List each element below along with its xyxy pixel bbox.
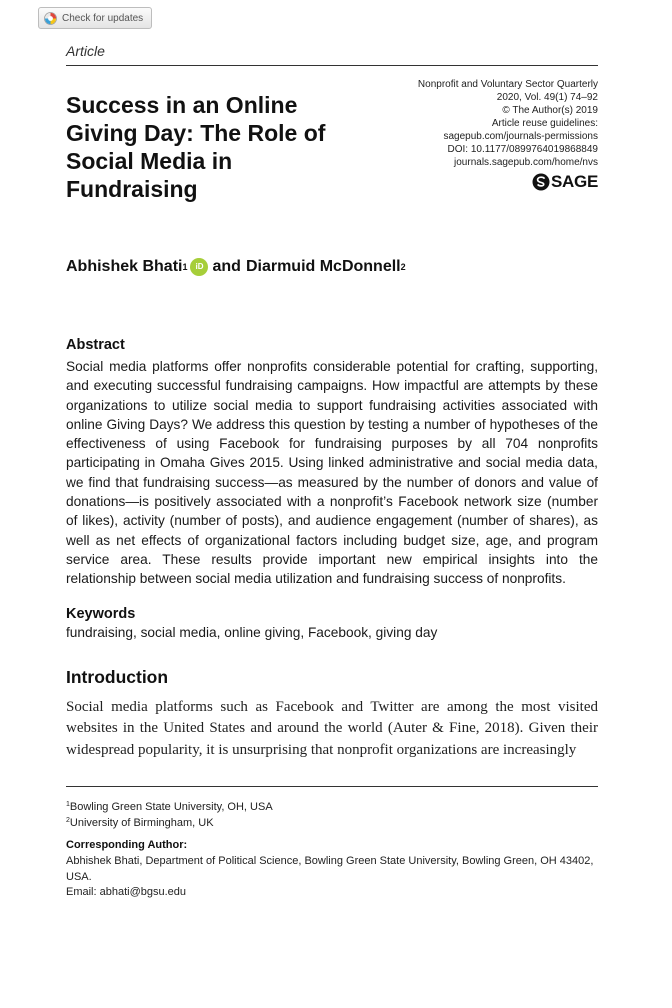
journal-volume: 2020, Vol. 49(1) 74–92 [496, 92, 598, 103]
corresponding-author-block [66, 854, 598, 901]
journal-info [418, 78, 598, 169]
affiliation-2-text: University of Birmingham, UK [69, 817, 214, 829]
header-rule [66, 65, 598, 66]
corresponding-author-email[interactable]: Email: abhati@bgsu.edu [66, 886, 187, 898]
article-title: Success in an Online Giving Day: The Role of Social Media in Fundraising [66, 92, 326, 202]
sage-logo-text: SAGE [551, 172, 598, 191]
check-for-updates-label: Check for updates [62, 12, 144, 24]
author-1-affiliation-mark: 1 [182, 262, 188, 272]
abstract-heading: Abstract [66, 337, 125, 353]
reuse-guidelines-label: Article reuse guidelines: [491, 118, 598, 129]
corresponding-author-heading: Corresponding Author: [66, 839, 188, 851]
copyright: © The Author(s) 2019 [502, 105, 598, 116]
author-2-name[interactable]: Diarmuid McDonnell [245, 258, 401, 275]
author-1-name[interactable]: Abhishek Bhati [66, 258, 183, 275]
affiliation-2 [66, 813, 214, 832]
introduction-heading: Introduction [66, 667, 169, 687]
sage-logo [532, 172, 598, 192]
keywords-heading: Keywords [66, 606, 136, 622]
corresponding-author-text: Abhishek Bhati, Department of Political Science, Bowling Green State University, Bowling Green, OH 43402, USA. [66, 855, 594, 883]
keywords-text: fundraising, social media, online giving, Facebook, giving day [66, 625, 438, 640]
journal-homepage-link[interactable]: journals.sagepub.com/home/nvs [454, 157, 598, 168]
sage-emblem-icon [532, 173, 550, 191]
affiliation-1-text: Bowling Green State University, OH, USA [69, 801, 273, 813]
orcid-icon[interactable]: iD [190, 258, 208, 276]
author-connector: and [212, 258, 241, 275]
affiliation-1-mark: 1 [66, 801, 70, 808]
author-2-affiliation-mark: 2 [400, 262, 406, 272]
check-for-updates-button[interactable] [38, 7, 152, 29]
abstract-text: Social media platforms offer nonprofits considerable potential for crafting, supporting, and executing successful fundraising campaigns. How impactful are attempts by these organizations to utilize social media to support fundraising activities associated with online Giving Days? We address this question by testing a number of hypotheses of the effectiveness of using Facebook for fundraising purposes by all 704 nonprofits participating in Omaha Gives 2015. Using linked administrative and social media data, we find that fundraising success—as measured by the number of donors and value of donations—is positively associated with a nonprofit’s Facebook network size (number of likes), activity (number of posts), and audience engagement (number of shares), as well as net effects of organizational factors including budget size, age, and program service area. These results provide important new empirical insights into the relationship between social media utilization and fundraising success of nonprofits. [66, 359, 598, 587]
reuse-guidelines-link[interactable]: sagepub.com/journals-permissions [443, 131, 598, 142]
doi-link[interactable]: DOI: 10.1177/0899764019868849 [447, 144, 598, 155]
article-type-label: Article [66, 43, 105, 59]
journal-name: Nonprofit and Voluntary Sector Quarterly [417, 79, 598, 90]
affiliation-2-mark: 2 [66, 817, 70, 824]
crossmark-icon [44, 12, 57, 25]
author-line [66, 258, 406, 276]
introduction-text: Social media platforms such as Facebook and Twitter are among the most visited websites in the United States and around the world (Auter & Fine, 2018). Given their widespread popularity, it is unsurprising that nonprofit organizations are increasingly [66, 699, 598, 758]
footnote-rule [66, 786, 598, 787]
